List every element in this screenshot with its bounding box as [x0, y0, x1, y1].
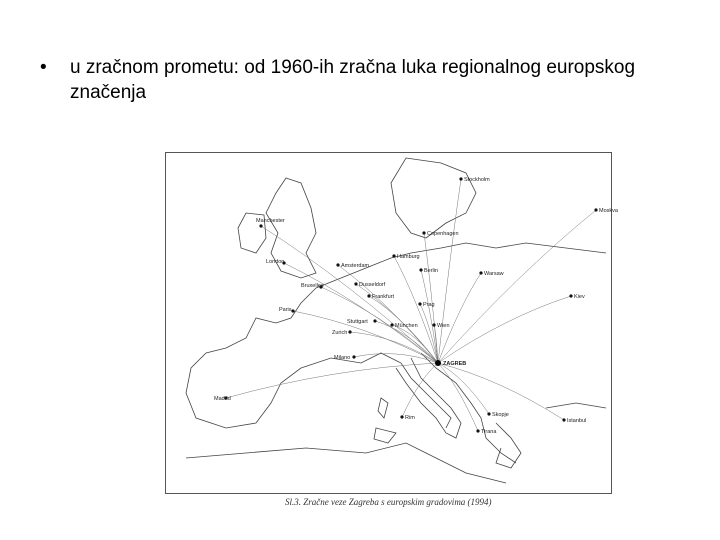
bullet-symbol: •: [40, 57, 47, 78]
city-dot: [291, 309, 294, 312]
city-dot: [336, 263, 339, 266]
city-label: Stuttgart: [347, 319, 368, 325]
city-dot: [487, 412, 490, 415]
city-label: Kiev: [574, 294, 585, 300]
city-label: Wien: [437, 323, 450, 329]
city-label: Dusseldorf: [359, 282, 386, 288]
city-dot: [392, 254, 395, 257]
city-label: Warsaw: [484, 271, 504, 277]
city-label: Manchester: [256, 218, 285, 224]
city-dot: [348, 330, 351, 333]
city-dot: [479, 271, 482, 274]
map-caption: Sl.3. Zračne veze Zagreba s europskim gradovima (1994): [285, 497, 492, 507]
city-label: Bruxelles: [301, 283, 324, 289]
air-routes-map: [165, 152, 618, 494]
city-dot: [419, 268, 422, 271]
city-label: Copenhagen: [427, 231, 459, 237]
city-label: München: [395, 323, 418, 329]
city-dot: [432, 323, 435, 326]
city-label: Amsterdam: [341, 263, 370, 269]
route-line: [284, 263, 438, 363]
map-canvas: [166, 153, 618, 493]
route-lines: [226, 179, 596, 431]
coastlines: [186, 158, 606, 483]
city-dot: [476, 429, 479, 432]
route-line: [438, 363, 478, 431]
route-line: [354, 354, 438, 363]
city-dot: [367, 294, 370, 297]
route-line: [438, 179, 461, 363]
route-line: [226, 363, 438, 398]
city-dot: [352, 355, 355, 358]
route-line: [438, 296, 571, 363]
bullet-text: u zračnom prometu: od 1960-ih zračna luka regionalnog europskog značenja: [70, 57, 636, 103]
city-label: Istanbul: [567, 418, 587, 424]
city-dot: [354, 282, 357, 285]
route-line: [438, 210, 596, 363]
city-label: London: [266, 259, 285, 265]
city-dot: [418, 302, 421, 305]
city-dot: [373, 319, 376, 322]
city-label: Milano: [334, 355, 351, 361]
city-dot: [422, 231, 425, 234]
hub-label: ZAGREB: [443, 361, 467, 367]
city-label: Hamburg: [397, 254, 420, 260]
city-label: Zurich: [332, 330, 348, 336]
city-label: Tirana: [481, 429, 497, 435]
city-dot: [390, 323, 393, 326]
city-label: Prag: [423, 302, 435, 308]
city-label: Stockholm: [464, 177, 490, 183]
city-dot: [562, 418, 565, 421]
city-label: Moskva: [599, 208, 618, 214]
city-label: Frankfurt: [372, 294, 395, 300]
route-line: [438, 273, 481, 363]
route-line: [338, 265, 438, 363]
hub-marker: [435, 360, 441, 366]
city-label: Berlin: [424, 268, 439, 274]
city-label: Rim: [405, 415, 415, 421]
city-dot: [569, 294, 572, 297]
city-label: Madrid: [214, 396, 231, 402]
city-dot: [594, 208, 597, 211]
city-dot: [400, 415, 403, 418]
bullet-item: [40, 55, 690, 105]
city-dot: [459, 177, 462, 180]
city-label: Skopje: [492, 412, 509, 418]
city-dot: [259, 224, 262, 227]
city-label: Paris: [279, 307, 292, 313]
